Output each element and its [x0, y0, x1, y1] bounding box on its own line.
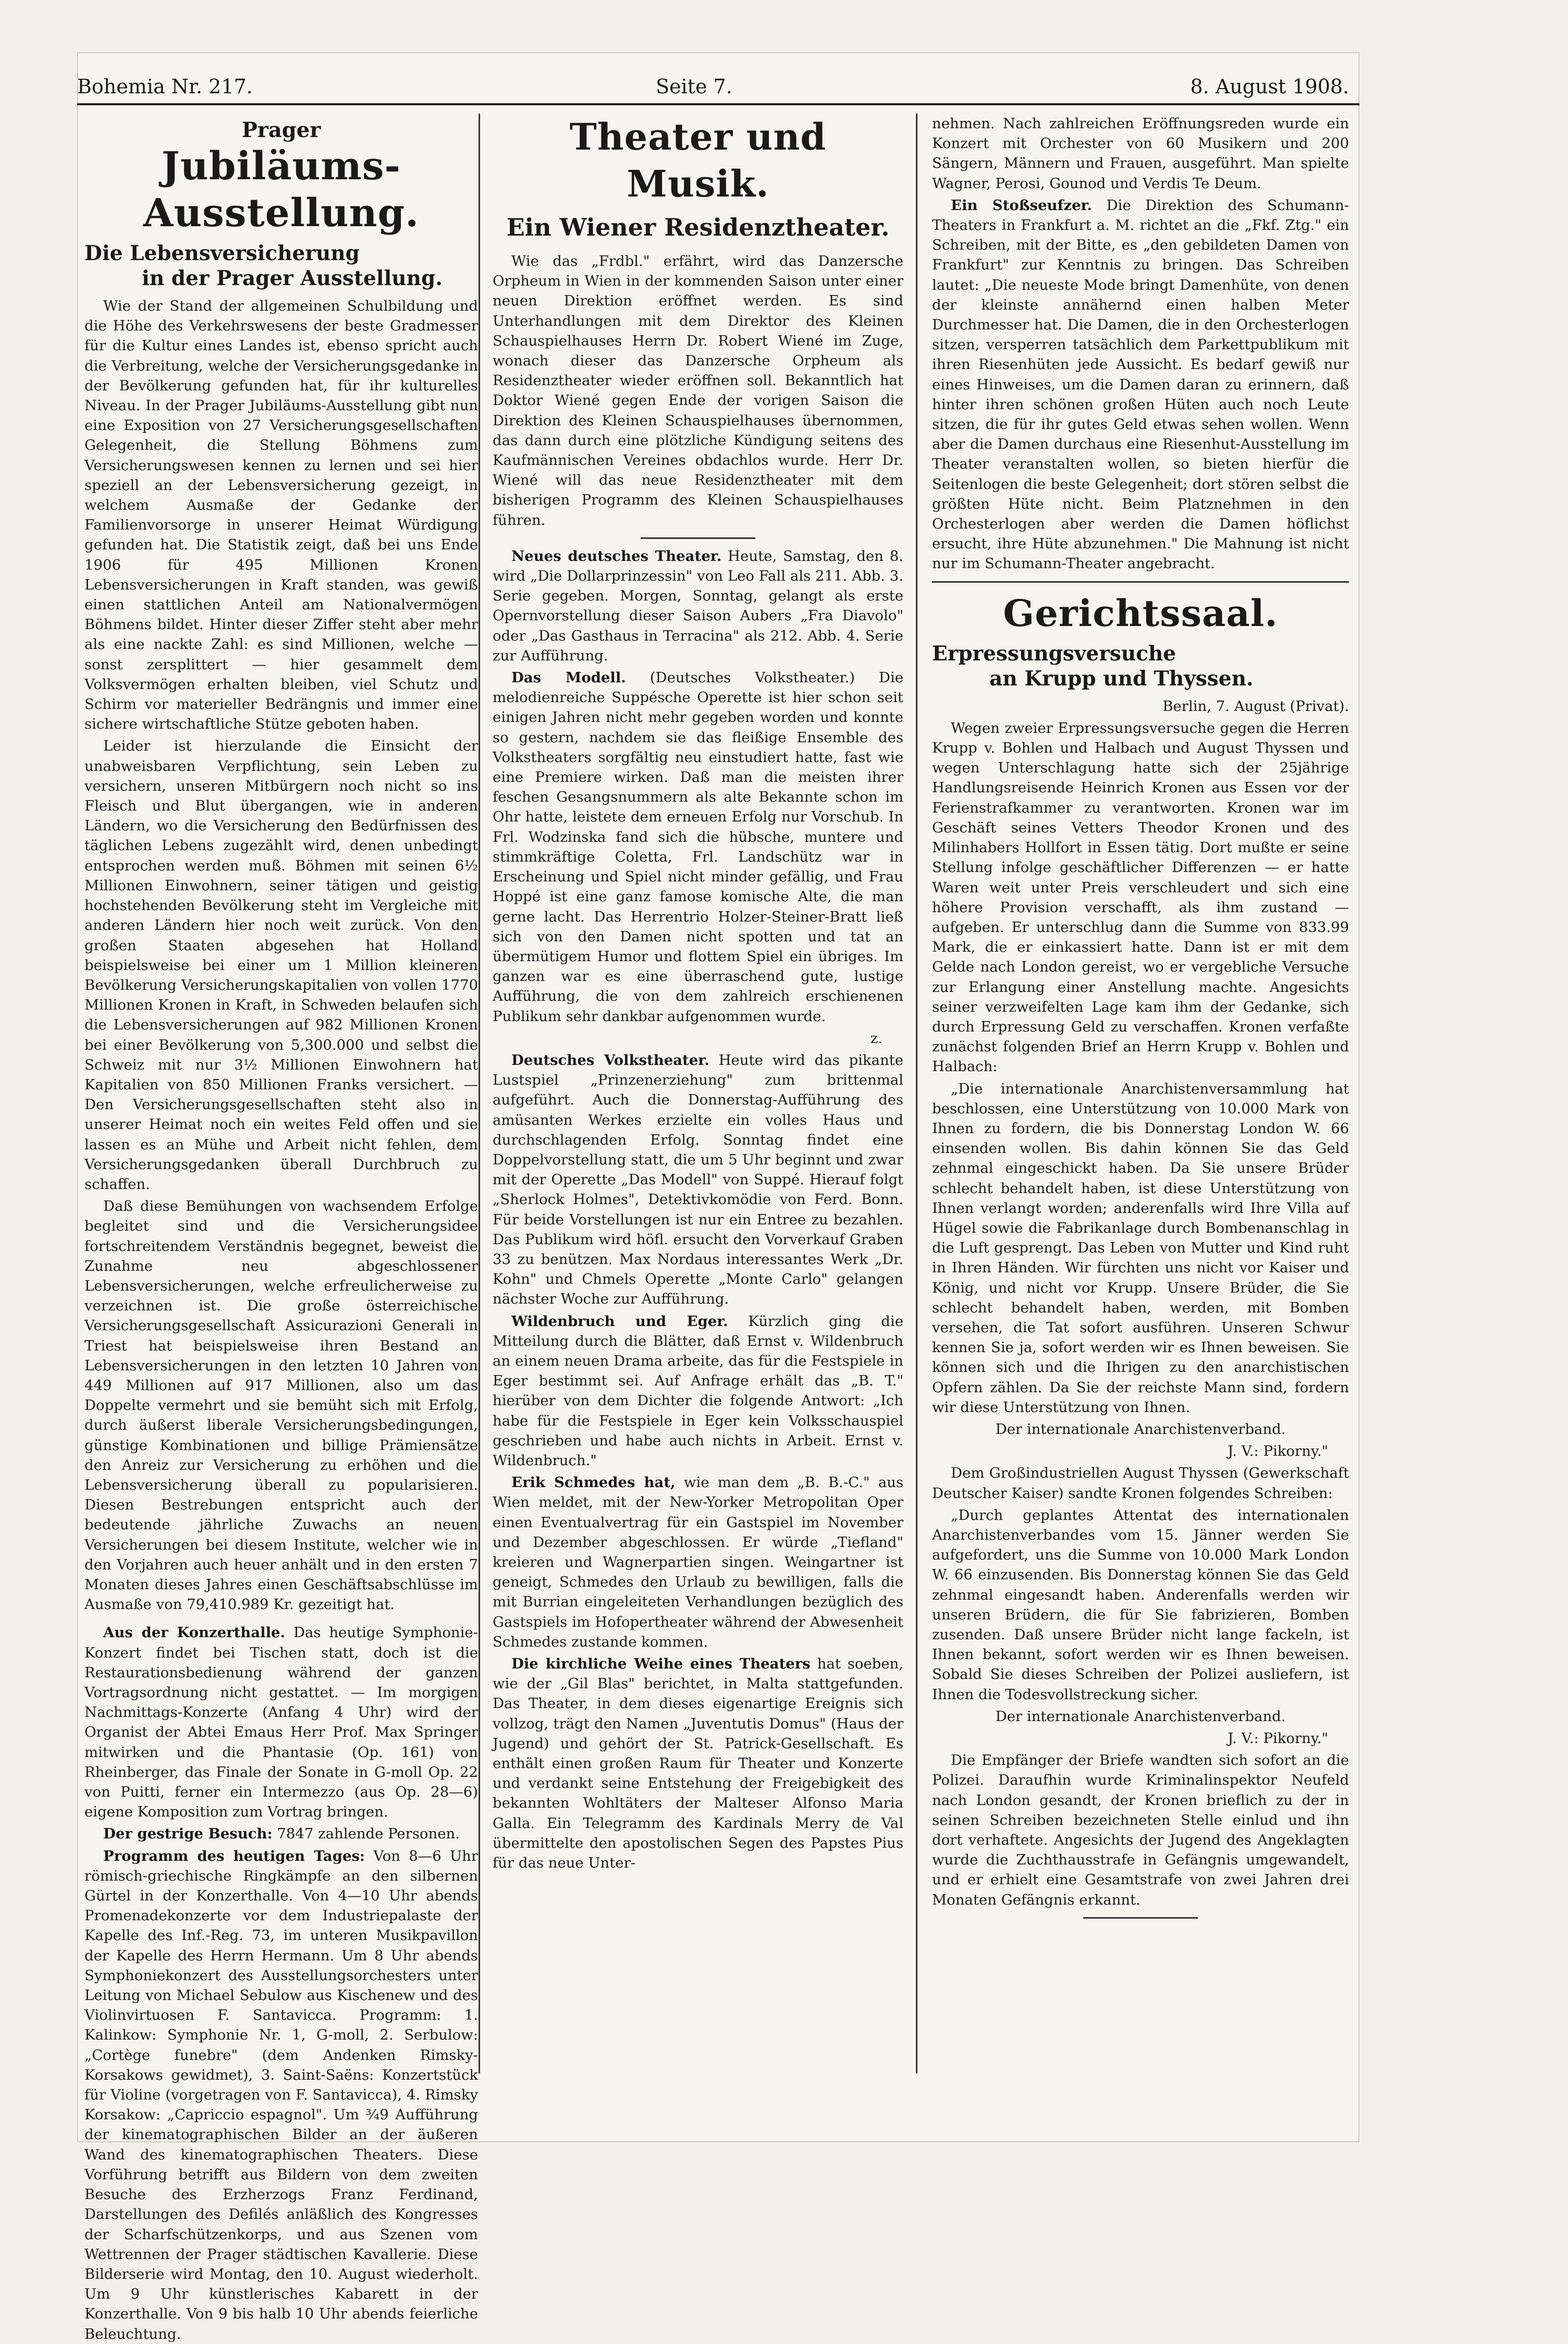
section-kicker: Prager	[241, 118, 321, 142]
article-paragraph: Wegen zweier Erpressungsversuche gegen die Herren Krupp v. Bohlen und Halbach und August Thyssen und wegen Unterschlagung hatte sich der 25jährige Handlungsreisende Heinrich Kronen aus Essen vor der Ferienstrafkammer zu verantworten. Kronen war im Geschäft seines Vetters Theodor Kronen und des Milinhabers Hollfort in Essen tätig. Dort mußte er seine Stellung infolge geschäftlicher Differenzen — er hatte Waren weit unter Preis verschleudert und sich eine höhere Provision verschafft, als ihm zustand — aufgeben. Er unterschlug dann die Summe von 833.99 Mark, die er einkassiert hatte. Dann ist er mit dem Gelde nach London gereist, wo er vergebliche Versuche zur Erlangung einer Anstellung machte. Angesichts seiner verzweifelten Lage kam ihm der Gedanke, sich durch Erpressung Geld zu verschaffen. Kronen verfaßte zunächst folgenden Brief an Herrn Krupp v. Bohlen und Halbach:	[932, 719, 1349, 1075]
article-paragraph: Daß diese Bemühungen von wachsendem Erfolge begleitet sind und die Versicherungsidee fortschreitendem Verständnis begegnet, beweist die Zunahme neu abgeschlossener Lebensversicherungen, welche erfreulicherweise zu verzeichnen ist. Die große österreichische Versicherungsgesellschaft Assicurazioni Generali in Triest hat beispielsweise ihren Bestand an Lebensversicherungen in den letzten 10 Jahren von 449 Millionen auf 917 Millionen, also um das Doppelte vermehrt und sie bemüht sich mit Erfolg, durch äußerst liberale Versicherungsbedingungen, günstige Kombinationen und billige Prämiensätze den Anreiz zur Versicherung zu erhöhen und die Lebensversicherung überall zu popularisieren. Diesen Bestrebungen entspricht auch der bedeutende jährliche Zuwachs an neuen Versicherungen bei diesem Institute, welcher wie in den Vorjahren auch heuer anhält und in den ersten 7 Monaten dieses Jahres einen Geschäftsabschlüsse im Ausmaße von 79,410.989 Kr. gezeitigt hat.	[84, 1198, 478, 1613]
article-headline-cont: in der Prager Ausstellung.	[142, 266, 443, 290]
letter-signature: Der internationale Anarchistenverband.	[995, 1420, 1286, 1438]
page-header	[77, 72, 1359, 105]
news-item-head: Ein Stoßseufzer.	[951, 197, 1092, 214]
letter-signature: Der internationale Anarchistenverband.	[995, 1708, 1286, 1725]
news-item-text: Die Direktion des Schumann-Theaters in Frankfurt a. M. richtet an die „Fkf. Ztg." ein Schreiben, mit der Bitte, es „den gebildeten Damen von Frankfurt" zur Kenntnis zu bringen. Das Schreiben lautet: „Die neueste Mode bringt Damenhüte, von denen der kleinste annähernd einen halben Meter Durchmesser hat. Die Damen, die in den Orchesterlogen sitzen, versperren tatsächlich dem Parkettpublikum mit ihren Riesenhüten jede Aussicht. Es bedarf gewiß nur eines Hinweises, um die Damen daran zu erinnern, daß hinter ihren schönen großen Hüten auch noch Leute sitzen, die für ihr gutes Geld etwas sehen wollen. Wenn aber die Damen durchaus eine Riesenhut-Ausstellung im Theater veranstalten wollen, so bieten hierfür die Seitenlogen die beste Gelegenheit; dort stören selbst die größten Hüte nicht. Beim Platznehmen in den Orchesterlogen aber werden die Damen höflichst ersucht, ihre Hüte abzunehmen." Die Mahnung ist nicht nur im Schumann-Theater angebracht.	[932, 197, 1349, 572]
news-item-head: Das Modell.	[511, 669, 626, 686]
news-item	[84, 1824, 478, 1844]
news-item-head: Deutsches Volkstheater.	[511, 1051, 709, 1069]
news-item	[493, 546, 903, 666]
page-number: Seite 7.	[656, 75, 732, 98]
news-item	[84, 1623, 478, 1822]
news-item-text: Heute wird das pikante Lustspiel „Prinzenerziehung" zum brittenmal aufgeführt. Auch die Donnerstag-Aufführung des amüsanten Werkes erzielte ein volles Haus und durchschlagenden Erfolg. Sonntag findet eine Doppelvorstellung statt, die um 5 Uhr beginnt und zwar mit der Operette „Das Modell" von Suppé. Hierauf folgt „Sherlock Holmes", Detektivkomödie von Ferd. Bonn. Für beide Vorstellungen ist nur ein Entree zu bezahlen. Das Publikum wird höfl. ersucht den Vorverkauf Graben 33 zu benützen. Max Nordaus interessantes Werk „Dr. Kohn" und Chmels Operette „Monte Carlo" gelangen nächster Woche zur Aufführung.	[493, 1051, 903, 1308]
news-item-head: Der gestrige Besuch:	[103, 1825, 273, 1843]
article-paragraph: Wie der Stand der allgemeinen Schulbildung und die Höhe des Verkehrswesens der beste Gradmesser für die Kultur eines Landes ist, ebenso spricht auch die Verbreitung, welche der Versicherungsgedanke in der Bevölkerung gefunden hat, für ihr kulturelles Niveau. In der Prager Jubiläums-Ausstellung gibt nun eine Exposition von 27 Versicherungsgesellschaften Gelegenheit, die Stellung Böhmens zum Versicherungswesen kennen zu lernen und sei hier speziell an der Lebensversicherung gezeigt, in welchem Ausmaße der Gedanke der Familienvorsorge in unserer Heimat Würdigung gefunden hat. Die Statistik zeigt, daß bei uns Ende 1906 für 495 Millionen Kronen Lebensversicherungen in Kraft standen, was gewiß einen stattlichen Anteil am Nationalvermögen Böhmens bildet. Hinter dieser Ziffer steht aber mehr als eine nackte Zahl: es sind Millionen, welche — sonst zersplittert — hier gesammelt dem Volksvermögen erhalten bleiben, viel Schutz und Schirm vor materieller Bedrängnis und immer eine sichere wirtschaftliche Stütze geboten haben.	[84, 298, 478, 733]
news-item-head: Aus der Konzerthalle.	[103, 1624, 286, 1641]
news-item	[84, 1846, 478, 2344]
article-headline: Ein Wiener Residenztheater.	[506, 213, 890, 241]
article-headline: Die Lebensversicherung	[84, 241, 360, 265]
quoted-letter: „Durch geplantes Attentat des internationalen Anarchistenverbandes vom 15. Jänner werden Sie aufgefordert, uns die Summe von 10.000 Mark London W. 66 einzusenden. Bis Donnerstag können Sie das Geld zehnmal eingesandt haben. Anderenfalls werden wir unseren Brüdern, die für Sie fabrizieren, Bomben zusenden. Daß unsere Brüder nicht lange fackeln, ist Ihnen bekannt, sofort werden wir es Ihnen beweisen. Sobald Sie dieses Schreiben der Polizei ausliefern, ist Ihnen die Todesvollstreckung sicher.	[932, 1506, 1349, 1703]
section-title: Jubiläums-Ausstellung.	[143, 144, 420, 236]
article-paragraph: Leider ist hierzulande die Einsicht der unabweisbaren Verpflichtung, sein Leben zu versichern, unseren Mitbürgern noch nicht so ins Fleisch und Blut übergangen, wie in anderen Ländern, wo die Versicherung den Bedürfnissen des täglichen Lebens zugezählt wird, denen unbedingt entsprochen werden muß. Böhmen mit seinen 6½ Millionen Einwohnern, seiner tätigen und geistig hochstehenden Bevölkerung steht im Vergleiche mit anderen Ländern hier noch weit zurück. Von den großen Staaten abgesehen hat Holland beispielsweise bei einer um 1 Million kleineren Bevölkerung Versicherungskapitalien von vollen 1770 Millionen Kronen in Kraft, in Schweden belaufen sich die Lebensversicherungen auf 982 Millionen Kronen bei einer Bevölkerung von 5,300.000 und selbst die Schweiz mit nur 3½ Millionen Einwohnern hat Kapitalien von 850 Millionen Franks versichert. — Den Versicherungsgesellschaften steht also in unserer Heimat noch ein weites Feld offen und sie lassen es an Mühe und Arbeit nicht fehlen, dem Versicherungsgedanken überall Durchbruch zu schaffen.	[84, 738, 478, 1193]
news-item-text: 7847 zahlende Personen.	[277, 1825, 460, 1843]
news-item-head: Neues deutsches Theater.	[511, 547, 722, 564]
news-item	[493, 1311, 903, 1471]
article-headline: Erpressungsversuche	[932, 641, 1176, 666]
article-paragraph: Wie das „Frdbl." erfährt, wird das Danzersche Orpheum in Wien in der kommenden Saison unter einer neuen Direktion eröffnet werden. Es sind Unterhandlungen mit dem Direktor des Kleinen Schauspielhauses Herrn Dr. Robert Wiené im Zuge, wonach dieser das Danzersche Orpheum als Residenztheater wieder eröffnen soll. Bekanntlich hat Doktor Wiené gegen Ende der vorigen Saison die Direktion des Kleinen Schauspielhauses übernommen, das dann durch eine plötzliche Kündigung seitens des Kaufmännischen Vereines obdachlos wurde. Herr Dr. Wiené will das neue Residenztheater mit dem bisherigen Programm des Kleinen Schauspielhauses führen.	[493, 253, 903, 529]
news-item	[493, 1472, 903, 1652]
news-item-text: Heute, Samstag, den 8. wird „Die Dollarprinzessin" von Leo Fall als 211. Abb. 3. Serie gegeben. Morgen, Sonntag, gelangt als erste Opernvorstellung dieser Saison Aubers „Fra Diavolo" oder „Das Gasthaus in Terracina" als 212. Abb. 4. Serie zur Aufführung.	[493, 547, 903, 664]
article-paragraph: Dem Großindustriellen August Thyssen (Gewerkschaft Deutscher Kaiser) sandte Kronen folgendes Schreiben:	[932, 1465, 1349, 1502]
section-title: Gerichtssaal.	[1003, 591, 1278, 635]
article-headline-cont: an Krupp und Thyssen.	[989, 666, 1254, 691]
divider	[1083, 1917, 1198, 1919]
column-1	[84, 114, 478, 2342]
news-item-text: (Deutsches Volkstheater.) Die melodienreiche Suppésche Operette ist hier schon seit einigen Jahren nicht mehr gegeben worden und konnte so gestern, nachdem sie das fleißige Ensemble des Volkstheaters sorgfältig neu einstudiert hatte, fast wie eine Premiere wirken. Daß man die meisten ihrer feschen Gesangsnummern als alte Bekannte schon im Ohr hatte, leistete dem erneuen Erfolg nur Vorschub. In Frl. Wodzinska fand sich die hübsche, muntere und stimmkräftige Coletta, Frl. Landschütz war in Erscheinung und Spiel nicht minder gefällig, und Frau Hoppé ist eine ganz famose komische Alte, die man gerne lacht. Das Herrentrio Holzer-Steiner-Bratt ließ sich von den Damen nicht spotten und tat an übermütigem Humor und flottem Spiel ein übriges. Im ganzen war es eine überraschend gute, lustige Aufführung, die von dem zahlreich erschienenen Publikum sehr dankbar aufgenommen wurde.	[493, 669, 903, 1025]
column-2	[479, 114, 917, 2073]
news-item	[932, 195, 1349, 574]
news-item-head: Programm des heutigen Tages:	[103, 1847, 365, 1864]
issue-date: 8. August 1908.	[1190, 75, 1349, 98]
author-initial: z.	[870, 1029, 883, 1047]
news-item-text: hat soeben, wie der „Gil Blas" berichtet, in Malta stattgefunden. Das Theater, in dem dieses eigenartige Ereignis sich vollzog, trägt den Namen „Juventutis Domus" (Haus der Jugend) und gehört der St. Patrick-Gesellschaft. Es enthält einen großen Raum für Theater und Konzerte und verdankt seine Entstehung der Freigebigkeit des bekannten Wohltäters der Malteser Alfonso Maria Galla. Ein Telegramm des Kardinals Merry de Val übermittelte den apostolischen Segen des Papstes Pius für das neue Unter-	[493, 1655, 903, 1872]
news-item-head: Die kirchliche Weihe eines Theaters	[511, 1655, 811, 1673]
issue-number: Bohemia Nr. 217.	[77, 75, 253, 98]
article-paragraph: Die Empfänger der Briefe wandten sich sofort an die Polizei. Daraufhin wurde Kriminalinspektor Neufeld nach London gesandt, der Kronen brieflich zu der in seinen Schreiben bezeichneten Stelle einlud und ihn dort verhaftete. Angesichts der Jugend des Angeklagten wurde die Zuchthausstrafe in Gefängnis umgewandelt, und er erhielt eine Gesamtstrafe von zwei Jahren drei Monaten Gefängnis erkannt.	[932, 1752, 1349, 1908]
column-3	[918, 114, 1359, 2073]
news-item-text: Das heutige Symphonie-Konzert findet bei Tischen statt, doch ist die Restaurationsbedienung während der ganzen Vortragsordnung nicht gestattet. — Im morgigen Nachmittags-Konzerte (Anfang 4 Uhr) wird der Organist der Abtei Emaus Herr Prof. Max Springer mitwirken und die Phantasie (Op. 161) von Rheinberger, das Finale der Sonate in G-moll Op. 22 von Puitti, ferner ein Intermezzo (aus Op. 28—6) eigene Komposition zum Vortrag bringen.	[84, 1624, 478, 1821]
news-item	[493, 1050, 903, 1309]
article-paragraph: nehmen. Nach zahlreichen Eröffnungsreden wurde ein Konzert mit Orchester von 60 Musikern und 200 Sängern, Männern und Frauen, ausgeführt. Man spielte Wagner, Perosi, Gounod und Verdis Te Deum.	[932, 115, 1349, 192]
letter-signature: J. V.: Pikorny."	[1228, 1730, 1328, 1747]
news-item-text: Kürzlich ging die Mitteilung durch die Blätter, daß Ernst v. Wildenbruch an einem neuen Drama arbeite, das für die Festspiele in Eger bestimmt sei. Auf Anfrage erhält das „B. T." hierüber von dem Dichter die folgende Antwort: „Ich habe für die Festspiele in Eger kein Volksschauspiel geschrieben und habe auch nichts in Arbeit. Ernst v. Wildenbruch."	[493, 1312, 903, 1469]
letter-signature: J. V.: Pikorny."	[1228, 1443, 1328, 1460]
news-item	[493, 1654, 903, 1873]
dateline: Berlin, 7. August (Privat).	[1162, 697, 1349, 715]
news-item-text: wie man dem „B. B.-C." aus Wien meldet, mit der New-Yorker Metropolitan Oper einen Eventualvertrag für ein Gastspiel im November und Dezember abgeschlossen. Er würde „Tiefland" kreieren und Wagnerpartien singen. Weingartner ist geneigt, Schmedes den Urlaub zu bewilligen, falls die mit Burrian eingeleiteten Verhandlungen bezüglich des Gastspiels im Hofopertheater während der Abwesenheit Schmedes zustande kommen.	[493, 1474, 903, 1650]
news-item-head: Wildenbruch und Eger.	[511, 1312, 728, 1330]
divider	[932, 581, 1349, 583]
section-title: Theater und Musik.	[569, 115, 827, 205]
news-item	[493, 668, 903, 1026]
divider	[641, 537, 755, 539]
news-item-text: Von 8—6 Uhr römisch-griechische Ringkämpfe an den silbernen Gürtel in der Konzerthalle. Von 4—10 Uhr abends Promenadekonzerte vor dem Industriepalaste der Kapelle des Inf.-Reg. 73, im unteren Musikpavillon der Kapelle des Herrn Hermann. Um 8 Uhr abends Symphoniekonzert des Ausstellungsorchesters unter Leitung von Michael Sebulow aus Kischenew und des Violinvirtuosen F. Santavicca. Programm: 1. Kalinkow: Symphonie Nr. 1, G-moll, 2. Serbulow: „Cortège funebre" (dem Andenken Rimsky-Korsakows gewidmet), 3. Saint-Saëns: Konzertstück für Violine (vorgetragen von F. Santavicca), 4. Rimsky Korsakow: „Capriccio espagnol". Um ¾9 Aufführung der kinematographischen Bilder an der äußeren Wand des kinematographischen Theaters. Diese Vorführung betrifft aus Bildern von dem zweiten Besuche des Erzherzogs Franz Ferdinand, Darstellungen des Defilés anläßlich des Kongresses der Scharfschützenkorps, und aus Szenen vom Wettrennen der Prager städtischen Kavallerie. Diese Bilderserie wird Montag, den 10. August wiederholt. Um 9 Uhr künstlerisches Kabarett in der Konzerthalle. Von 9 bis halb 10 Uhr abends feierliche Beleuchtung.	[84, 1847, 478, 2342]
quoted-letter: „Die internationale Anarchistenversammlung hat beschlossen, eine Unterstützung von 10.000 Mark von Ihnen zu fordern, die bis Donnerstag London W. 66 einsenden wollen. Bis dahin können Sie das Geld zehnmal eingeschickt haben. Da Sie unsere Brüder schlecht behandelt haben, ist diese Unterstützung von Ihnen verlangt worden; anderenfalls wird Ihre Villa auf Hügel sowie die Fabrikanlage durch Bombenanschlag in die Luft gesprengt. Das Leben von Mutter und Kind ruht in Ihren Händen. Wir fürchten uns nicht vor Kaiser und König, und nicht vor Krupp. Unsere Brüder, die Sie schlecht behandelt haben, werden, mit Bomben versehen, die Tat sofort ausführen. Unseren Schwur kennen Sie ja, sofort werden wir es Ihnen beweisen. Sie können sich und die Ihrigen zu den anarchistischen Opfern zählen. Da Sie der reichste Mann sind, fordern wir diese Unterstützung von Ihnen.	[932, 1080, 1349, 1416]
news-item-head: Erik Schmedes hat,	[511, 1474, 676, 1491]
